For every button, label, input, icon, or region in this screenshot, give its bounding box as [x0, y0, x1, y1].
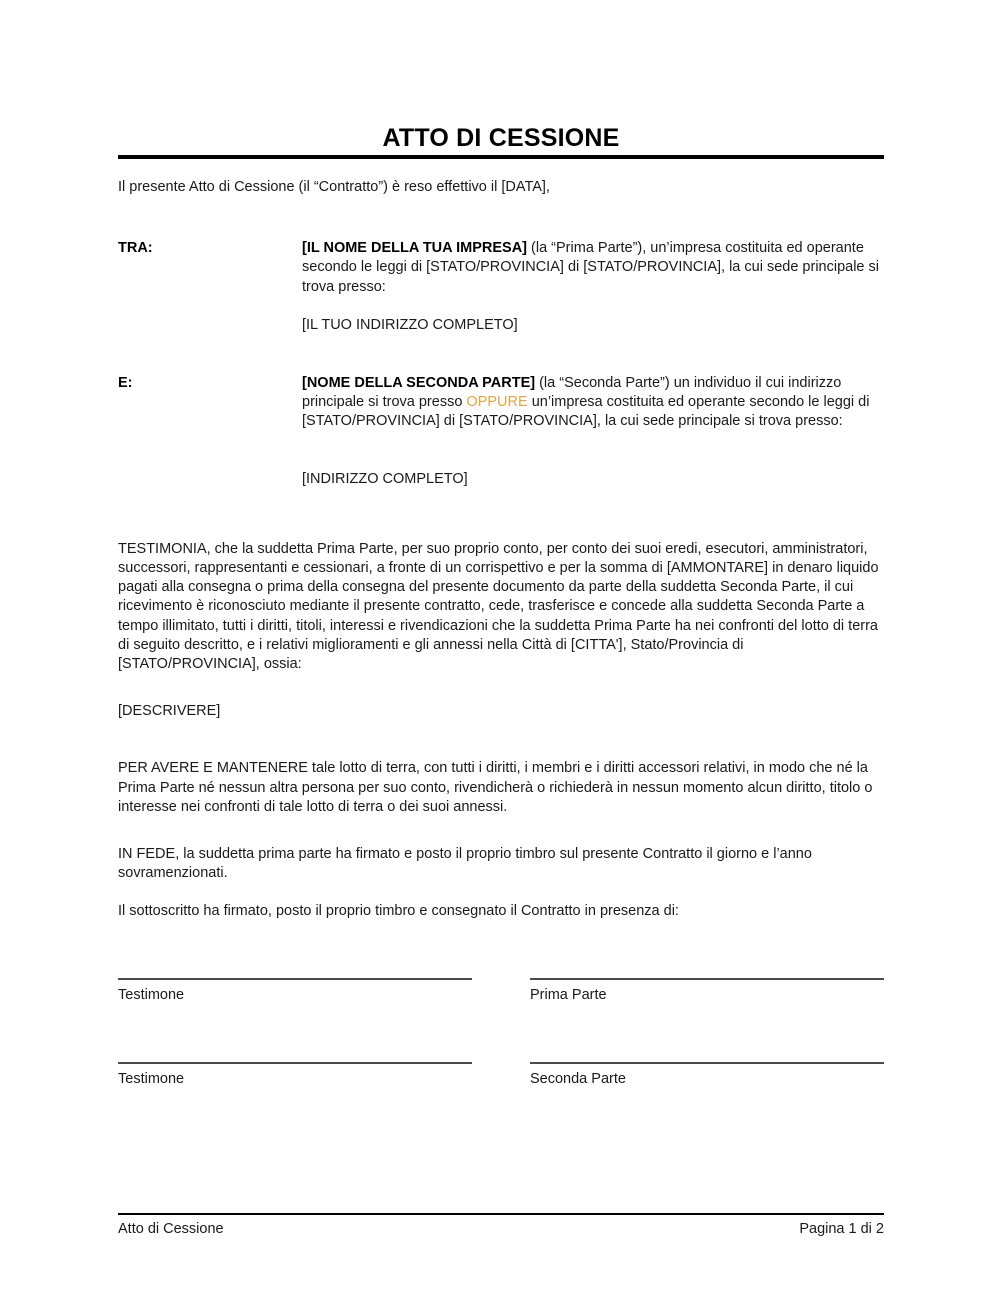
- signature-row: [118, 1062, 884, 1089]
- signature-label: Testimone: [118, 987, 185, 1003]
- in-fede-paragraph: IN FEDE, la suddetta prima parte ha firmato e posto il proprio timbro sul presente Contratto il giorno e l’anno sovramenzionati.: [118, 846, 812, 882]
- second-party-name: [NOME DELLA SECONDA PARTE]: [302, 375, 536, 392]
- signature-block: [118, 978, 884, 1089]
- footer-page-number: Pagina 1 di 2: [799, 1221, 884, 1237]
- testimonia-paragraph: TESTIMONIA, che la suddetta Prima Parte, per suo proprio conto, per conto dei suoi eredi, esecutori, amministratori, successori, rappresentanti e cessionari, a fronte di un corrispettivo e per la somma di [AMMONTARE] in denaro liquido pagati alla consegna o prima della consegna del presente documento da parte della suddetta Seconda Parte, il cui ricevimento è riconosciuto mediante il presente contratto, cede, trasferisce e concede alla suddetta Seconda Parte a tempo illimitato, tutti i diritti, titoli, interessi e rivendicazioni che la suddetta Prima Parte ha nei confronti del lotto di terra di seguito descritto, e i relativi miglioramenti e gli annessi nella Città di [CITTA'], Stato/Provincia di [STATO/PROVINCIA], ossia:: [118, 540, 879, 673]
- document-body: [118, 178, 884, 922]
- footer-document-name: Atto di Cessione: [118, 1221, 224, 1237]
- party-text-first: [302, 239, 884, 335]
- signature-line: [530, 978, 884, 980]
- first-party-name: [IL NOME DELLA TUA IMPRESA]: [302, 240, 528, 257]
- party-label-e: E:: [118, 375, 133, 392]
- party-text-second: [302, 374, 884, 489]
- intro-paragraph: Il presente Atto di Cessione (il “Contratto”) è reso effettivo il [DATA],: [118, 179, 550, 195]
- party-block-first: [118, 239, 884, 335]
- undersigned-paragraph: Il sottoscritto ha firmato, posto il proprio timbro e consegnato il Contratto in presenza di:: [118, 903, 679, 920]
- first-party-description: (la “Prima Parte”), un’impresa costituita ed operante secondo le leggi di [STATO/PROVINCIA] di [STATO/PROVINCIA], la cui sede principale si trova presso:: [302, 240, 879, 295]
- habendum-paragraph: PER AVERE E MANTENERE tale lotto di terra, con tutti i diritti, i membri e i diritti accessori relativi, in modo che né la Prima Parte né nessun altra persona per suo conto, rivendicherà o richiederà in nessun momento alcun diritto, titolo o interesse nei confronti di tale lotto di terra o dei suoi annessi.: [118, 760, 873, 815]
- signature-label: Prima Parte: [530, 987, 607, 1003]
- spacer: [118, 883, 884, 902]
- second-party-description-before: (la “Seconda Parte”) un individuo il cui indirizzo principale si trova presso: [302, 375, 842, 411]
- signature-line: [118, 978, 472, 980]
- signature-field-witness-2[interactable]: [118, 1062, 472, 1089]
- party-block-second: [118, 374, 884, 489]
- first-party-address: [IL TUO INDIRIZZO COMPLETO]: [302, 316, 518, 333]
- signature-row: [118, 978, 884, 1005]
- party-label-tra: TRA:: [118, 240, 153, 257]
- signature-label: Testimone: [118, 1071, 185, 1087]
- second-party-description-after: un’impresa costituita ed operante secondo le leggi di [STATO/PROVINCIA] di [STATO/PROVINCIA], la cui sede principale si trova presso:: [302, 394, 870, 430]
- describe-placeholder: [DESCRIVERE]: [118, 703, 221, 720]
- footer-divider: [118, 1213, 884, 1215]
- spacer: [118, 817, 884, 845]
- spacer: [118, 674, 884, 702]
- header-divider: [118, 155, 884, 159]
- spacer: [118, 335, 884, 374]
- oppure-highlight: OPPURE: [466, 394, 528, 411]
- signature-label: Seconda Parte: [530, 1071, 626, 1087]
- signature-field-first-party[interactable]: [530, 978, 884, 1005]
- page-footer: [118, 1220, 884, 1239]
- page-title: ATTO DI CESSIONE: [382, 123, 620, 152]
- signature-line: [530, 1062, 884, 1064]
- spacer: [118, 489, 884, 540]
- signature-field-second-party[interactable]: [530, 1062, 884, 1089]
- spacer: [118, 721, 884, 759]
- signature-field-witness-1[interactable]: [118, 978, 472, 1005]
- signature-line: [118, 1062, 472, 1064]
- second-party-address: [INDIRIZZO COMPLETO]: [302, 470, 468, 487]
